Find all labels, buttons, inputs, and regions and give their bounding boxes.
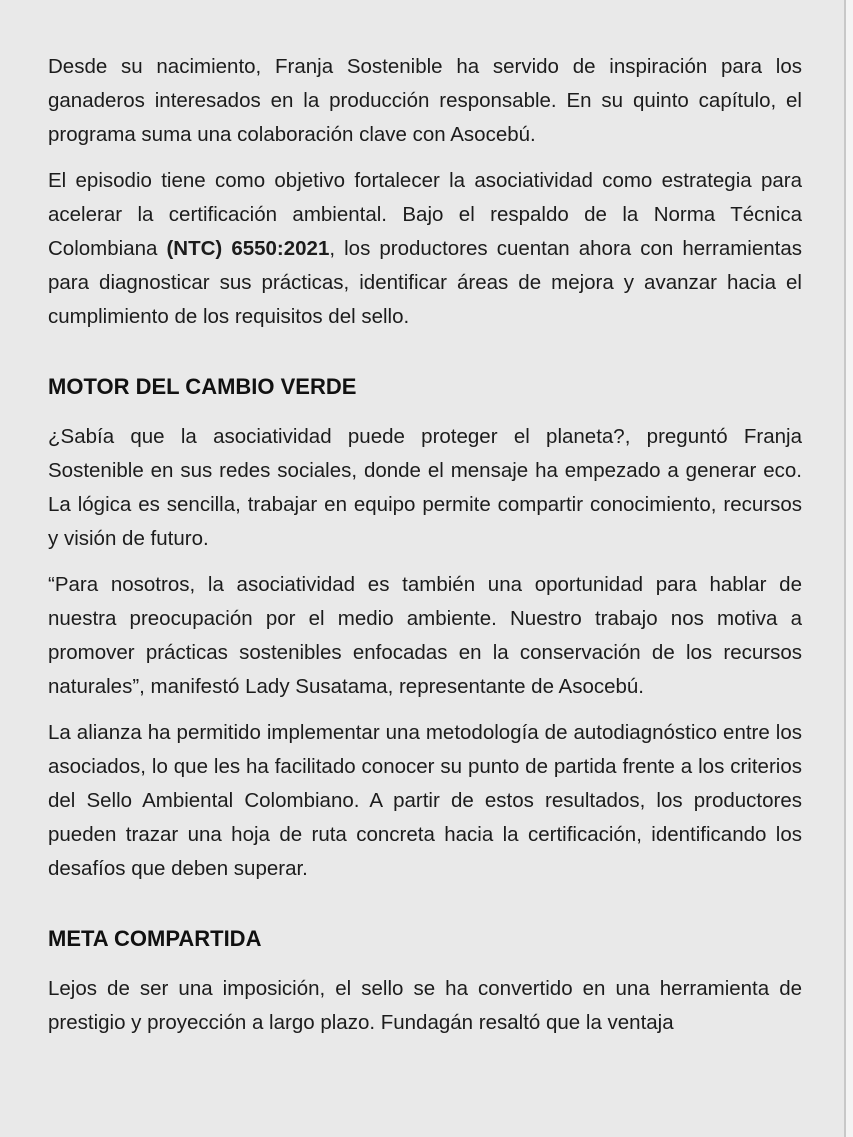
section-heading-motor: MOTOR DEL CAMBIO VERDE [48, 374, 357, 399]
motor-paragraph-3: La alianza ha permitido implementar una metodología de autodiagnóstico entre los asociados, lo que les ha facilitado conocer su punto de partida frente a los criterios del Sello Ambiental Colombiano. A partir de estos resultados, los productores pueden trazar una hoja de ruta concreta hacia la certificación, identificando los desafíos que deben superar. [48, 721, 802, 880]
intro-paragraph-2-text-after: , los productores cuentan ahora con herramientas para diagnosticar sus prácticas, identificar áreas de mejora y avanzar hacia el cumplimiento de los requisitos del sello. [48, 237, 802, 328]
intro-paragraph-1: Desde su nacimiento, Franja Sostenible ha servido de inspiración para los ganaderos interesados en la producción responsable. En su quinto capítulo, el programa suma una colaboración clave con Asocebú. [48, 55, 802, 146]
intro-paragraph-2-text-before: El episodio tiene como objetivo fortalecer la asociatividad como estrategia para acelerar la certificación ambiental. Bajo el respaldo de la Norma Técnica Colombiana [48, 169, 802, 260]
intro-paragraph-2 [48, 164, 802, 334]
motor-paragraph-1: ¿Sabía que la asociatividad puede proteger el planeta?, preguntó Franja Sostenible en sus redes sociales, donde el mensaje ha empezado a generar eco. La lógica es sencilla, trabajar en equipo permite compartir conocimiento, recursos y visión de futuro. [48, 425, 802, 550]
meta-paragraph-1: Lejos de ser una imposición, el sello se ha convertido en una herramienta de prestigio y proyección a largo plazo. Fundagán resaltó que la ventaja [48, 977, 802, 1034]
page-gutter [846, 0, 853, 1137]
motor-paragraph-2: “Para nosotros, la asociatividad es también una oportunidad para hablar de nuestra preocupación por el medio ambiente. Nuestro trabajo nos motiva a promover prácticas sostenibles enfocadas en la conservación de los recursos naturales”, manifestó Lady Susatama, representante de Asocebú. [48, 573, 802, 698]
article-body [48, 50, 802, 1052]
section-heading-meta: META COMPARTIDA [48, 926, 262, 951]
ntc-standard-reference: (NTC) 6550:2021 [166, 237, 330, 260]
